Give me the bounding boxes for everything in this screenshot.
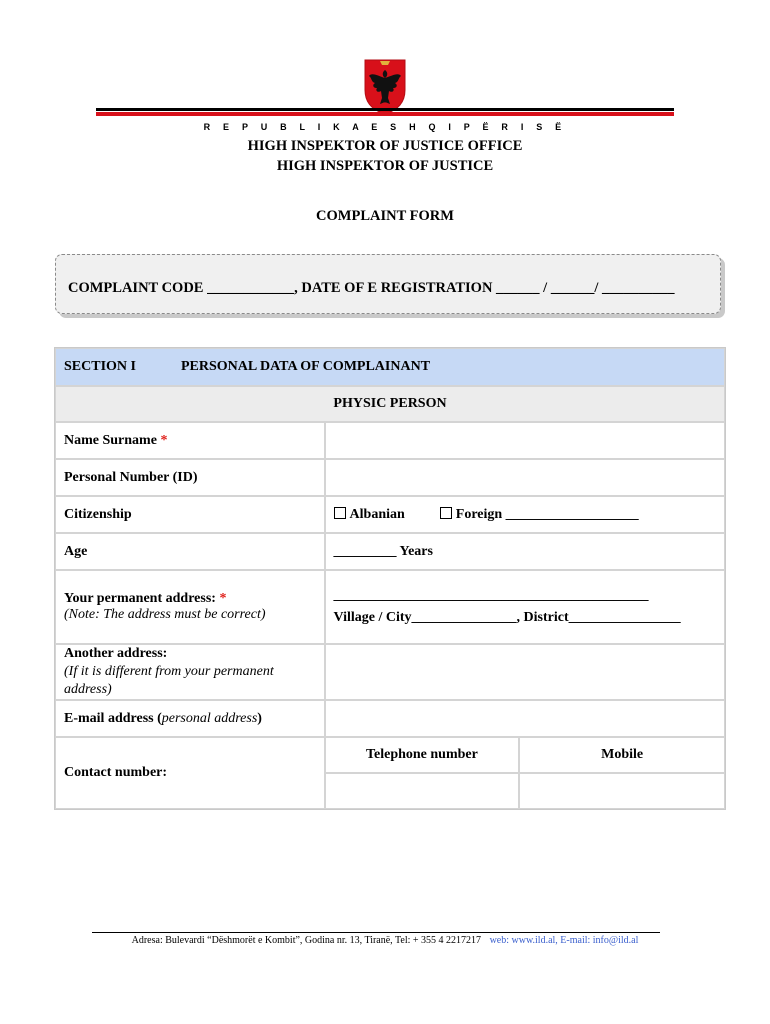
section-header	[55, 348, 725, 386]
footer-address: Adresa: Bulevardi “Dëshmorët e Kombit”, Godina nr. 13, Tiranë, Tel: + 355 4 2217217	[131, 935, 482, 946]
authority-name: HIGH INSPEKTOR OF JUSTICE	[276, 158, 494, 174]
foreign-checkbox[interactable]	[440, 507, 452, 519]
email-field[interactable]	[325, 700, 725, 737]
header-rule-black	[96, 108, 674, 111]
email-label-text: E-mail address (	[64, 710, 162, 726]
village-city-district-line[interactable]: Village / City_______________, District________________	[333, 610, 681, 625]
citizenship-options	[325, 496, 725, 533]
section-number: SECTION I	[64, 359, 136, 374]
office-name: HIGH INSPEKTOR OF JUSTICE OFFICE	[247, 138, 523, 154]
email-label	[55, 700, 325, 737]
mobile-field[interactable]	[519, 773, 725, 809]
telephone-header: Telephone number	[325, 737, 520, 773]
another-address-text: Another address:	[64, 646, 168, 661]
name-surname-label	[55, 422, 325, 459]
permanent-address-text: Your permanent address:	[64, 591, 216, 606]
albanian-option-label: Albanian	[349, 506, 405, 522]
permanent-address-field[interactable]	[325, 570, 725, 644]
email-label-close: )	[257, 710, 262, 726]
name-surname-text: Name Surname	[64, 432, 157, 448]
country-name: R E P U B L I K A E S H Q I P Ë R I S Ë	[203, 122, 567, 132]
albanian-emblem	[360, 56, 410, 116]
albanian-checkbox[interactable]	[334, 507, 346, 519]
telephone-field[interactable]	[325, 773, 520, 809]
physic-person-header: PHYSIC PERSON	[55, 386, 725, 422]
required-mark: *	[219, 591, 227, 606]
form-title: COMPLAINT FORM	[316, 208, 454, 224]
email-label-note: personal address	[161, 710, 258, 726]
mobile-header: Mobile	[519, 737, 725, 773]
permanent-address-label	[55, 570, 325, 644]
section-title: PERSONAL DATA OF COMPLAINANT	[181, 359, 431, 374]
footer-web-email[interactable]: web: www.ild.al, E-mail: info@ild.al	[489, 935, 639, 946]
personal-number-field[interactable]	[325, 459, 725, 496]
foreign-option-label[interactable]: Foreign ___________________	[455, 506, 639, 522]
permanent-address-note: (Note: The address must be correct)	[64, 607, 266, 622]
personal-number-label: Personal Number (ID)	[55, 459, 325, 496]
name-surname-field[interactable]	[325, 422, 725, 459]
age-field[interactable]: _________ Years	[325, 533, 725, 570]
another-address-field[interactable]	[325, 644, 725, 700]
footer	[0, 935, 770, 946]
citizenship-label: Citizenship	[55, 496, 325, 533]
another-address-label	[55, 644, 325, 700]
required-mark: *	[160, 432, 168, 448]
another-address-note: (If it is different from your permanent address)	[64, 664, 274, 697]
personal-data-table	[54, 347, 726, 810]
age-label: Age	[55, 533, 325, 570]
permanent-address-line[interactable]: _____________________________________________	[333, 588, 649, 603]
contact-number-label: Contact number:	[55, 737, 325, 809]
footer-rule	[92, 932, 660, 933]
complaint-code-line[interactable]: COMPLAINT CODE ____________, DATE OF E REGISTRATION ______ / ______/ __________	[68, 280, 675, 296]
header-rule-red	[96, 112, 674, 116]
